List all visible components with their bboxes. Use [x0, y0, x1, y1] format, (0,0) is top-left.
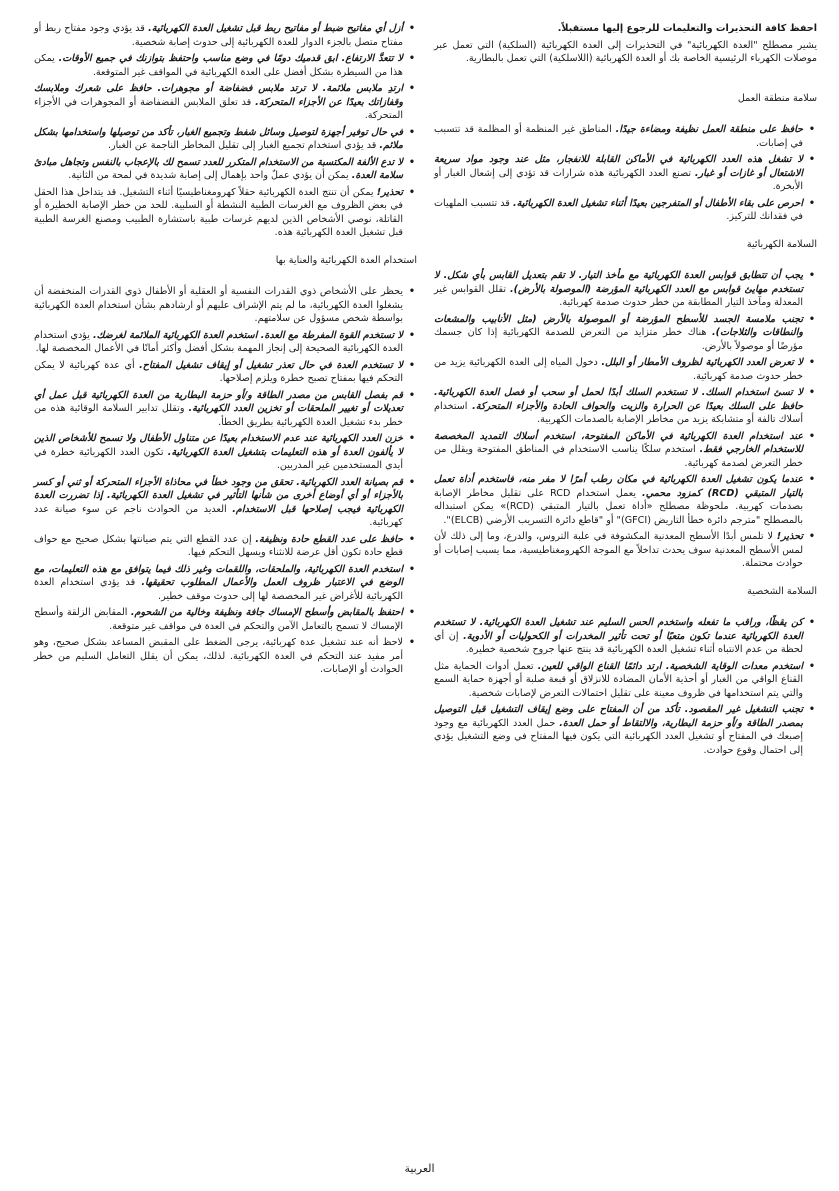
bullet-item: [434, 703, 817, 757]
bullet-bold: ارتدِ ملابس ملائمة. لا ترتد ملابس فضفاضة أو مجوهرات. حافظ على شعرك وملابسك وقفازاتك بعيدًا عن الأجزاء المتحركة.: [34, 83, 403, 108]
intro-text: يشير مصطلح "العدة الكهربائية" في التحذيرات إلى العدة الكهربائية (السلكية) التي تعمل عبر موصلات الكهرباء الرئيسية الخاصة بك أو العدة الكهربائية (اللاسلكية) التي تعمل بالبطارية.: [434, 39, 817, 64]
section-title: سلامة منطقة العمل: [737, 92, 817, 104]
bullet-item: [434, 660, 817, 701]
bullet-bold: تجنب التشغيل غير المقصود. تأكد من أن المفتاح على وضع إيقاف التشغيل قبل التوصيل بمصدر الطاقة و/أو حزمة البطارية، والالتقاط أو حمل العدة.: [434, 704, 803, 729]
bullet-bold: حافظ على عدد القطع حادة ونظيفة.: [255, 533, 403, 545]
bullet-bold: قم بفصل القابس من مصدر الطاقة و/أو حزمة البطارية من العدة الكهربائية قبل عمل أي تعديلات أو تغيير الملحقات أو تخزين العدد الكهربائية.: [34, 389, 403, 414]
bullet-text: تصنع العدد الكهربائية هذه شرارات قد تؤدي إلى إشعال الغبار أو الأبخرة.: [434, 167, 803, 192]
bullet-bold: حافظ على منطقة العمل نظيفة ومضاءة جيدًا.: [615, 124, 803, 135]
bullet-bold: يجب أن تتطابق قوابس العدة الكهربائية مع مأخذ التيار. لا تقم بتعديل القابس بأي شكل. لا تستخدم مهايئ قوابس مع العدد الكهربائية المؤرضة (الموصولة بالأرض).: [434, 270, 803, 295]
left-items-bottom: [34, 285, 417, 677]
bullet-item: [434, 197, 817, 224]
section-title: السلامة الشخصية: [747, 585, 817, 597]
bullet-text: قد يؤدي استخدام العدة الكهربائية للأغراض غير المخصصة لها إلى حدوث موقف خطير.: [34, 577, 403, 602]
bullet-bold: في حال توفير أجهزة لتوصيل وسائل شفط وتجميع الغبار، تأكد من توصيلها واستخدامها بشكل ملائم.: [34, 126, 403, 151]
bullet-item: [34, 359, 417, 386]
bullet-item: [434, 386, 817, 427]
right-sections: [434, 92, 817, 758]
right-column: [434, 22, 817, 771]
bullet-bold: تحذير!: [776, 531, 803, 542]
bullet-item: [34, 389, 417, 430]
bullet-text: المقابض الزلقة وأسطح الإمساك لا تسمح بالتعامل الآمن والتحكم في العدة في مواقف غير متوقعة.: [34, 607, 403, 632]
bullet-bold: استخدم العدة الكهربائية، والملحقات، واللقمات وغير ذلك فيما يتوافق مع هذه التعليمات، مع الوضع في الاعتبار ظروف العمل والأعمال المطلوب تحقيقها.: [34, 563, 403, 588]
bullet-text: تقلل القوابس غير المعدلة ومآخذ التيار المطابقة من خطر حدوث صدمة كهربائية.: [434, 283, 803, 308]
bullet-item: [34, 533, 417, 560]
bullet-text: قد يؤدي استخدام تجميع الغبار إلى تقليل المخاطر الناجمة عن الغبار.: [107, 140, 380, 151]
bullet-item: [34, 156, 417, 183]
bullet-text: يحظر على الأشخاص ذوي القدرات النفسية أو العقلية أو الأطفال ذوي القدرات المنخفضة أن يشغلوا العدة الكهربائية، ما لم يتم الإشراف عليهم أو ارشادهم بشأن استخدام العدة الكهربائية بواسطة شخص مسؤول عن سلامتهم.: [34, 286, 403, 324]
left-items-top: [34, 22, 417, 240]
bullet-text: هناك خطر متزايد من التعرض للصدمة الكهربائية إذا كان جسمك مؤرضًا أو موصولاً بالأرض.: [434, 327, 803, 352]
bullet-text: يعمل استخدام RCD على تقليل مخاطر الإصابة بصدمات كهربية. ملحوظة مصطلح «أداة تعمل بالتيار المتبقي (RCD)» يمكن استبداله بالمصطلح "مترجم دائرة خطأ التاريض (GFCI)" أو "قاطع دائرة التسريب الأرضي (ELCB)".: [434, 487, 803, 526]
bullet-bold: لا تسئ استخدام السلك. لا تستخدم السلك أبدًا لحمل أو سحب أو فصل العدة الكهربائية. حافظ على السلك بعيدًا عن الحرارة والزيت والحواف الحادة والأجزاء المتحركة.: [434, 387, 803, 412]
intro-title: احفظ كافة التحذيرات والتعليمات للرجوع إليها مستقبلاً.: [557, 23, 817, 34]
bullet-item: [34, 186, 417, 240]
bullet-text: قد تتسبب الملهيات في فقدانك للتركيز.: [434, 197, 803, 222]
bullet-bold: احرص على بقاء الأطفال أو المتفرجين بعيدًا أثناء تشغيل العدة الكهربائية.: [513, 197, 803, 209]
bullet-item: [434, 123, 817, 150]
bullet-text: استخدام أسلاك تالفة أو متشابكة يزيد من مخاطر الإصابة بالصدمات الكهربية.: [434, 400, 803, 425]
bullet-item: [434, 313, 817, 354]
bullet-item: [434, 269, 817, 310]
bullet-item: [34, 285, 417, 326]
bullet-item: [34, 329, 417, 356]
section-title-tool-use: استخدام العدة الكهربائية والعناية بها: [275, 254, 417, 266]
bullet-item: [434, 356, 817, 383]
bullet-bold: أزل أي مفاتيح ضبط أو مفاتيح ربط قبل تشغيل العدة الكهربائية.: [148, 23, 403, 34]
section: [434, 585, 817, 758]
section: [434, 92, 817, 224]
bullet-item: [34, 82, 417, 123]
bullet-text: المناطق غير المنظمة أو المظلمة قد تتسبب في إصابات.: [434, 124, 803, 149]
bullet-bold: لا تشغل هذه العدد الكهربائية في الأماكن القابلة للانفجار، مثل عند وجود مواد سريعة الاشتعال أو غازات أو غبار.: [434, 154, 803, 179]
bullet-bold: عند استخدام العدة الكهربائية في الأماكن المفتوحة، استخدم أسلاك التمديد المخصصة للاستخدام الخارجي فقط.: [434, 430, 803, 455]
bullet-item: [434, 530, 817, 571]
bullet-text: يمكن هذا من السيطرة بشكل أفضل على العدة الكهربائية في المواقف غير المتوقعة.: [34, 53, 403, 78]
bullet-bold: خزن العدد الكهربائية عند عدم الاستخدام بعيدًا عن متناول الأطفال ولا تسمح للأشخاص الذين لا يألفون العدة أو هذه التعليمات بتشغيل العدة الكهربائية.: [34, 433, 403, 458]
bullet-bold: تجنب ملامسة الجسد للأسطح المؤرضة أو الموصولة بالأرض (مثل الأنابيب والمشعات والنطاقات والثلاجات).: [434, 313, 804, 338]
bullet-bold: احتفظ بالمقابض وأسطح الإمساك جافة ونظيفة وخالية من الشحوم.: [130, 607, 403, 618]
bullet-item: [34, 126, 417, 153]
bullet-item: [434, 473, 817, 527]
bullet-bold: قم بصيانة العدد الكهربائية. تحقق من وجود خطأ في محاذاة الأجزاء المتحركة أو ثني أو كسر بالأجزاء أو أي أوضاع أخرى من شأنها التأثير في تشغيل العدة الكهربائية. إذا تضررت العدة الكهربائية فيجب إصلاحها قبل الاستخدام.: [34, 476, 404, 515]
bullet-bold: تحذير!: [376, 186, 403, 198]
bullet-text: أي عدة كهربائية لا يمكن التحكم فيها بمفتاح تصبح خطرة ويلزم إصلاحها.: [34, 359, 403, 384]
bullet-text: لا تلمس أبدًا الأسطح المعدنية المكشوفة في علبة التروس، والدرع، وما إلى ذلك لأن لمس الأسطح المعدنية سوف يحدث تداخلاً مع الموجة الكهرومغناطيسية، مما يسبب إصابات أو حوادث محتملة.: [434, 531, 803, 569]
section: [434, 238, 817, 571]
bullet-bold: لا تستخدم القوة المفرطة مع العدة. استخدم العدة الكهربائية الملائمة لغرضك.: [93, 329, 403, 341]
bullet-bold: كن يقظًا، وراقب ما تفعله واستخدم الحس السليم عند تشغيل العدة الكهربائية. لا تستخدم العدة الكهربائية عندما تكون متعبًا أو تحت تأثير المخدرات أو الكحوليات أو الأدوية.: [434, 617, 803, 642]
bullet-item: [434, 430, 817, 471]
bullet-item: [34, 636, 417, 677]
bullet-text: دخول المياه إلى العدة الكهربائية يزيد من خطر حدوث صدمة كهربائية.: [434, 357, 803, 382]
bullet-item: [34, 563, 417, 604]
bullet-item: [34, 432, 417, 473]
bullet-text: يمكن أن يؤدي عملٌ واحد بإهمال إلى إصابة شديدة في لمحة من الثانية.: [68, 170, 352, 181]
bullet-text: قد يؤدي وجود مفتاح ربط أو مفتاح متصل بالجزء الدوار للعدة الكهربائية إلى حدوث إصابة شخصية.: [34, 23, 403, 48]
bullet-item: [34, 22, 417, 49]
bullet-text: تكون العدد الكهربائية خطرة في أيدي المستخدمين غير المدربين.: [34, 446, 403, 471]
bullet-text: تعمل أدوات الحماية مثل القناع الواقي من الغبار أو أحذية الأمان المضادة للانزلاق أو قبعة صلبة أو أجهزة حماية السمع والتي يتم استخدامها في ظروف معينة على تقليل احتمالات التعرض لإصابات شخصية.: [434, 660, 803, 699]
page-footer-language: العربية: [404, 1162, 435, 1175]
bullet-text: يؤدي استخدام العدة الكهربائية الصحيحة إلى إنجاز المهمة بشكل أفضل وأكثر أمانًا في الأعمال المخصصة لها.: [34, 329, 403, 354]
bullet-bold: عندما يكون تشغيل العدة الكهربائية في مكان رطب أمرًا لا مفر منه، فاستخدم أداة تعمل بالتيار المتبقي (RCD) كمزود محمي.: [434, 474, 803, 499]
bullet-bold: لا تستخدم العدة في حال تعذر تشغيل أو إيقاف تشغيل المفتاح.: [139, 359, 403, 371]
bullet-text: وتقلل تدابير السلامة الوقائية هذه من خطر بدء تشغيل العدة الكهربائية بطريق الخطأ.: [34, 403, 403, 428]
bullet-text: إن أي لحظة من عدم الانتباه أثناء تشغيل العدة الكهربائية قد ينتج عنها جروح شخصية خطيرة.: [434, 630, 803, 655]
bullet-bold: لا تعرض العدد الكهربائية لظروف الأمطار أو البلل.: [601, 357, 803, 368]
bullet-text: لاحظ أنه عند تشغيل عدة كهربائية، يرجى الضغط على المقبض المساعد بشكل صحيح، وهو أمر مفيد عند التحكم في العدة الكهربائية. لذلك، يمكن أن يقلل التعامل السليم من خطر الحوادث أو الإصابات.: [34, 637, 403, 675]
bullet-bold: لا تتعدَّ الارتفاع. ابق قدميك دومًا في وضع مناسب واحتفظ بتوازنك في جميع الأوقات.: [58, 53, 403, 64]
section-title: السلامة الكهربائية: [746, 238, 817, 250]
bullet-text: قد تعلق الملابس الفضفاضة أو المجوهرات في الأجزاء المتحركة.: [34, 96, 403, 121]
bullet-text: حمل العدد الكهربائية مع وجود إصبعك في المفتاح أو تشغيل العدد الكهربائية التي يكون فيها المفتاح في وضع التشغيل يؤدي إلى احتمال وقوع حوادث.: [434, 717, 803, 756]
bullet-bold: استخدم معدات الوقاية الشخصية. ارتد دائمًا القناع الواقي للعين.: [537, 660, 803, 672]
bullet-text: يمكن أن تنتج العدة الكهربائية حقلاً كهرومغناطيسيًا أثناء التشغيل. قد يتداخل هذا الحقل في بعض الظروف مع الغرسات الطبية النشطة أو السلبية. للحد من خطر الإصابة الخطيرة أو القاتلة، نوصي الأشخاص الذين لديهم غرسات طبية باستشارة الطبيب ومصنع الغرسة الطبية قبل تشغيل العدة الكهربائية هذه.: [34, 186, 403, 238]
bullet-text: العديد من الحوادث ناجم عن سوء صيانة عدد كهربائية.: [34, 503, 403, 528]
left-column: [34, 22, 417, 680]
bullet-item: [434, 153, 817, 194]
bullet-bold: لا تدع الألفة المكتسبة من الاستخدام المتكرر للعدد تسمح لك بالإعجاب بالنفس وتجاهل مبادئ سلامة العدة.: [34, 156, 403, 181]
bullet-text: استخدم سلكًا يناسب الاستخدام في المناطق المفتوحة ويقلل من خطر التعرض لصدمة كهربائية.: [434, 444, 803, 469]
bullet-item: [434, 616, 817, 657]
bullet-item: [34, 52, 417, 79]
bullet-text: إن عدد القطع التي يتم صيانتها بشكل صحيح مع حواف قطع حادة تكون أقل عرضة للانثناء ويسهل التحكم فيها.: [34, 533, 403, 558]
bullet-item: [34, 476, 417, 530]
bullet-item: [34, 606, 417, 633]
